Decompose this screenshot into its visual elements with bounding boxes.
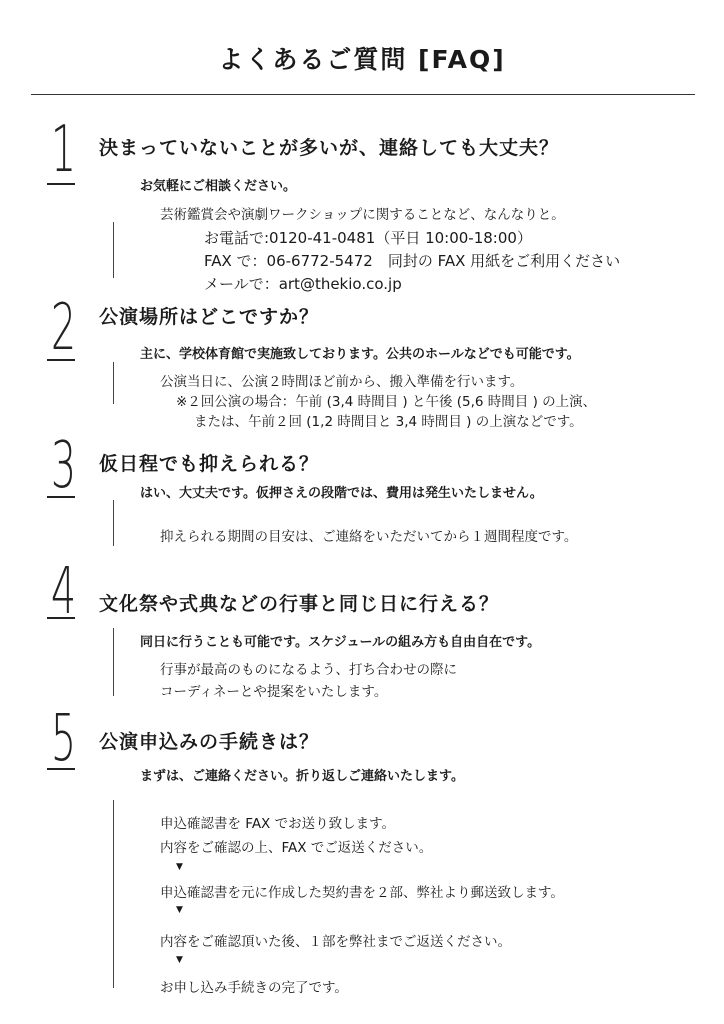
faq-body-line: 芸術鑑賞会や演劇ワークショップに関することなど、なんなりと。 (160, 207, 565, 223)
faq-answer-lead: 主に、学校体育館で実施致しております。公共のホールなどでも可能です。 (140, 347, 580, 362)
faq-body-line: 抑えられる期間の目安は、ご連絡をいただいてから１週間程度です。 (160, 529, 578, 545)
answer-bar (113, 362, 114, 404)
step-line: 内容をご確認頂いた後、１部を弊社までご返送ください。 (160, 934, 511, 950)
down-arrow-icon: ▼ (176, 905, 183, 915)
phone-line: お電話で:0120-41-0481（平日 10:00-18:00） (204, 229, 532, 247)
answer-bar (113, 222, 114, 278)
number-underline (47, 183, 75, 185)
page-title: よくあるご質問 [FAQ] (218, 45, 506, 74)
faq-question: 文化祭や式典などの行事と同じ日に行える？ (99, 593, 500, 615)
number-underline (47, 617, 75, 619)
answer-bar (113, 800, 114, 988)
faq-question: 公演場所はどこですか？ (99, 306, 320, 328)
number-underline (47, 768, 75, 770)
step-line: 申込確認書を FAX でお送り致します。 (160, 816, 396, 832)
faq-body-line: コーディネーとや提案をいたします。 (160, 684, 388, 700)
number-underline (47, 496, 75, 498)
down-arrow-icon: ▼ (176, 955, 183, 965)
step-line: 申込確認書を元に作成した契約書を２部、弊社より郵送致します。 (160, 885, 564, 901)
faq-number: 3 (50, 429, 77, 503)
faq-question: 公演申込みの手続きは？ (99, 731, 320, 753)
faq-number: 5 (50, 702, 77, 776)
down-arrow-icon: ▼ (176, 862, 183, 872)
faq-body-line: 行事が最高のものになるよう、打ち合わせの際に (160, 662, 457, 678)
fax-line: FAX で：06-6772-5472 同封の FAX 用紙をご利用ください (204, 252, 621, 270)
faq-question: 仮日程でも抑えられる？ (99, 453, 320, 475)
title-divider (31, 94, 695, 95)
faq-body-line: ※２回公演の場合：午前 (3,4 時間目 ) と午後 (5,6 時間目 ) の上演、 (176, 394, 597, 410)
faq-answer-lead: はい、大丈夫です。仮押さえの段階では、費用は発生いたしません。 (140, 486, 543, 501)
step-line: 内容をご確認の上、FAX でご返送ください。 (160, 840, 433, 856)
faq-answer-lead: お気軽にご相談ください。 (140, 179, 297, 194)
faq-body-line: 公演当日に、公演２時間ほど前から、搬入準備を行います。 (160, 374, 524, 390)
faq-answer-lead: 同日に行うことも可能です。スケジュールの組み方も自由自在です。 (140, 635, 541, 650)
faq-body-line: または、午前２回 (1,2 時間目と 3,4 時間目 ) の上演などです。 (194, 414, 583, 430)
faq-number: 1 (50, 113, 77, 187)
answer-bar (113, 500, 114, 546)
number-underline (47, 359, 75, 361)
step-line: お申し込み手続きの完了です。 (160, 980, 348, 996)
faq-question: 決まっていないことが多いが、連絡しても大丈夫？ (99, 137, 560, 159)
faq-number: 4 (50, 555, 77, 629)
faq-answer-lead: まずは、ご連絡ください。折り返しご連絡いたします。 (140, 769, 464, 784)
faq-number: 2 (50, 291, 77, 365)
answer-bar (113, 628, 114, 696)
email-line: メールで：art@thekio.co.jp (204, 275, 402, 293)
